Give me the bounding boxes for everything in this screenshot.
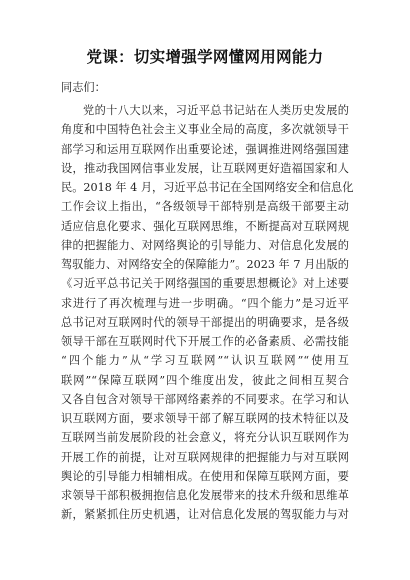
body-line: 部学习和运用互联网作出重要论述，强调推进网络强国建 (61, 142, 349, 156)
body-line: 民。2018 年 4 月，习近平总书记在全国网络安全和信息化 (61, 181, 354, 194)
body-line: 求进行了再次梳理与进一步明确。“四个能力”是习近平 (61, 296, 349, 310)
body-line: 角度和中国特色社会主义事业全局的高度，多次就领导干 (61, 123, 349, 137)
body-line: 求领导干部积极拥抱信息化发展带来的技术升级和思维革 (61, 489, 349, 502)
body-line: 识互联网方面，要求领导干部了解互联网的技术特征以及 (61, 412, 349, 425)
body-line: “四个能力”从“学习互联网”“认识互联网”“使用互 (61, 354, 349, 368)
body-line: 新，紧紧抓住历史机遇，让对信息化发展的驾驭能力与对 (61, 508, 349, 522)
body-line: 互联网当前发展阶段的社会意义，将充分认识互联网作为 (61, 431, 349, 445)
body-line: 联网”“保障互联网”四个维度出发，彼此之间相互契合 (61, 373, 349, 387)
body-line: 舆论的引导能力相辅相成。在使用和保障互联网方面，要 (61, 469, 349, 483)
body-line: 开展工作的前提，让对互联网规律的把握能力与对互联网 (61, 450, 349, 464)
document-title: 党课：切实增强学网懂网用网能力 (86, 48, 324, 66)
body-line: 工作会议上指出，“各级领导干部特别是高级干部要主动 (61, 200, 349, 214)
salutation: 同志们： (61, 81, 106, 94)
body-line: 律的把握能力、对网络舆论的引导能力、对信息化发展的 (61, 238, 349, 252)
body-line: 设，推动我国网信事业发展，让互联网更好造福国家和人 (61, 161, 349, 175)
body-line: 驾驭能力、对网络安全的保障能力”。2023 年 7 月出版的 (61, 258, 349, 271)
body-line: 党的十八大以来，习近平总书记站在人类历史发展的 (83, 104, 349, 117)
body-line: 领导干部在互联网时代下开展工作的必备素质、必需技能 (61, 335, 349, 348)
body-line: 《习近平总书记关于网络强国的重要思想概论》对上述要 (61, 277, 349, 291)
body-line: 总书记对互联网时代的领导干部提出的明确要求，是各级 (61, 315, 349, 329)
document-body (61, 101, 354, 525)
body-line: 又各自包含对领导干部网络素养的不同要求。在学习和认 (61, 392, 349, 406)
body-line: 适应信息化要求、强化互联网思维，不断提高对互联网规 (61, 219, 349, 233)
